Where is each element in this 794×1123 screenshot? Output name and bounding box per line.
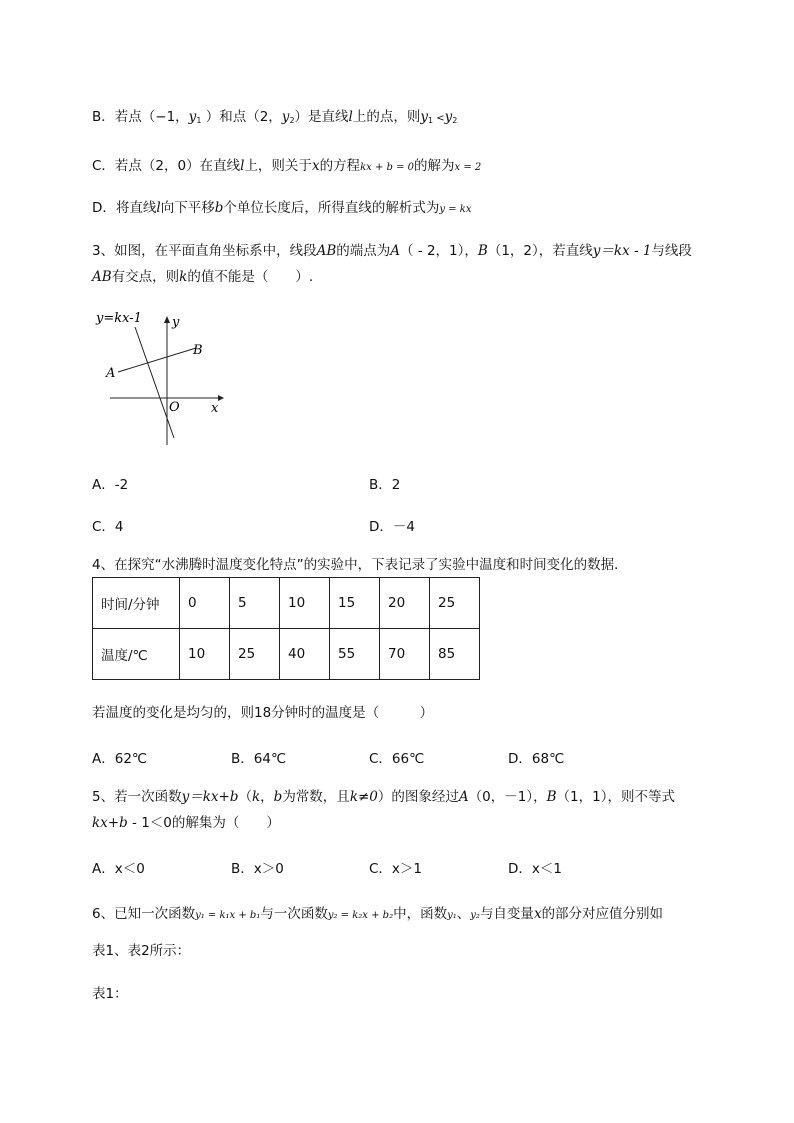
table-row <box>93 578 480 629</box>
q5-stem-line2: kx+b - 1＜0的解集为（ ） <box>92 815 280 831</box>
q2-option-d: D．将直线l向下平移b个单位长度后，所得直线的解析式为y = kx <box>92 200 472 216</box>
q5-option-d: D．x＜1 <box>508 861 562 877</box>
q3-option-d: D．－4 <box>369 519 415 535</box>
q6-table-label: 表1： <box>92 986 128 1002</box>
q5-option-c: C．x＞1 <box>369 861 423 877</box>
q3-stem-line2: AB有交点，则k的值不能是（ ）. <box>92 269 314 285</box>
q4-option-b: B．64℃ <box>231 751 287 767</box>
x-axis-arrow <box>218 395 224 401</box>
q3-option-c: C．4 <box>92 519 124 535</box>
q4-data-table <box>92 577 480 680</box>
table-cell: 25 <box>230 629 280 680</box>
table-cell: 20 <box>380 578 430 629</box>
q5-option-b: B．x＞0 <box>231 861 284 877</box>
table-cell: 时间/分钟 <box>93 578 180 629</box>
segment-ab <box>118 348 196 372</box>
table-cell: 15 <box>330 578 380 629</box>
q2-option-b: B．若点（−1，$y_1$ ）和点（2，$y_2$）是直线l上的点，则$y_1 <y_2$ <box>92 109 458 125</box>
q4-stem: 4、在探究“水沸腾时温度变化特点”的实验中，下表记录了实验中温度和时间变化的数据． <box>92 557 628 573</box>
q6-stem-line2: 表1、表2所示： <box>92 943 191 959</box>
q3-option-b: B．2 <box>369 477 401 493</box>
q4-option-c: C．66℃ <box>369 751 425 767</box>
table-cell: 70 <box>380 629 430 680</box>
y-axis-arrow <box>164 316 170 323</box>
table-cell: 0 <box>180 578 230 629</box>
y-axis-label: y <box>172 315 180 330</box>
table-cell: 25 <box>430 578 480 629</box>
line-y-kx-1 <box>135 327 174 438</box>
q5-stem-line1: 5、若一次函数y＝kx+b（k，b为常数，且k≠0）的图象经过A（0，－1），B（1，1），则不等式 <box>92 789 675 805</box>
table-cell: 10 <box>280 578 330 629</box>
q6-stem-line1: 6、已知一次函数y₁ = k₁x + b₁与一次函数y₂ = k₂x + b₂中，函数y₁、y₂与自变量x的部分对应值分别如 <box>92 906 664 922</box>
q5-option-a: A．x＜0 <box>92 861 145 877</box>
origin-label: O <box>169 400 180 415</box>
q3-option-a: A．-2 <box>92 477 129 493</box>
q4-question: 若温度的变化是均匀的，则18分钟时的温度是（ ） <box>92 705 434 721</box>
table-cell: 40 <box>280 629 330 680</box>
x-axis-label: x <box>211 401 219 416</box>
q3-coordinate-figure <box>90 305 230 450</box>
q4-option-d: D．68℃ <box>508 751 565 767</box>
q3-stem-line1: 3、如图，在平面直角坐标系中，线段AB的端点为A（ - 2，1），B（1，2），若直线y＝kx - 1与线段 <box>92 243 692 259</box>
line-label: y=kx-1 <box>96 311 142 326</box>
table-cell: 55 <box>330 629 380 680</box>
table-cell: 10 <box>180 629 230 680</box>
table-row <box>93 629 480 680</box>
q2-option-c: C．若点（2，0）在直线l上，则关于x的方程kx + b = 0的解为x = 2 <box>92 158 482 174</box>
point-b-label: B <box>193 343 203 358</box>
table-cell: 85 <box>430 629 480 680</box>
table-cell: 5 <box>230 578 280 629</box>
point-a-label: A <box>106 366 116 381</box>
q4-option-a: A．62℃ <box>92 751 148 767</box>
table-cell: 温度/℃ <box>93 629 180 680</box>
